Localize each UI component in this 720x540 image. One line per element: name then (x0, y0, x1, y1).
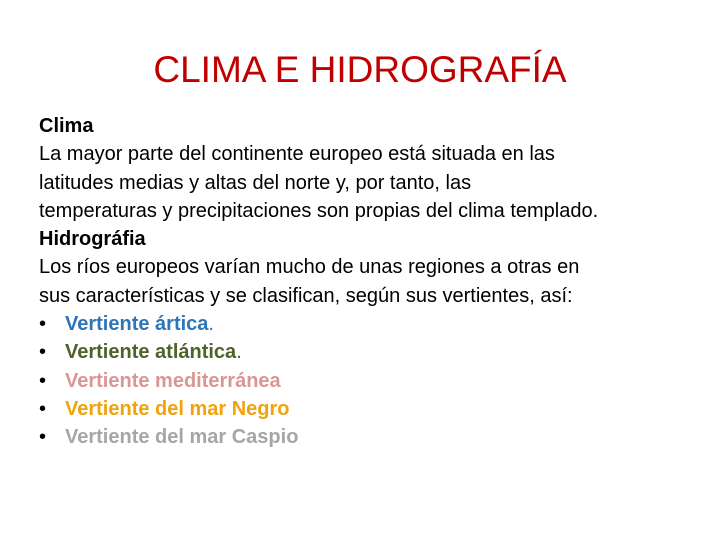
clima-line: La mayor parte del continente europeo está situada en las (39, 143, 555, 166)
list-item (39, 423, 709, 451)
bullet-text: Vertiente del mar Caspio (65, 426, 299, 449)
bullet-icon: • (39, 426, 47, 449)
bullet-text: Vertiente atlántica (65, 341, 237, 364)
heading-clima: Clima (39, 115, 94, 137)
hidrografia-line: Los ríos europeos varían mucho de unas regiones a otras en (39, 256, 580, 279)
bullet-suffix: . (208, 313, 214, 336)
hidrografia-line: sus características y se clasifican, según sus vertientes, así: (39, 284, 573, 307)
clima-line: latitudes medias y altas del norte y, por tanto, las (39, 171, 472, 194)
bullet-icon: • (39, 397, 47, 420)
slide-body (39, 112, 709, 452)
list-item (39, 310, 709, 338)
vertientes-list (39, 310, 709, 451)
slide-title: CLIMA E HIDROGRAFÍA (153, 49, 567, 90)
list-item (39, 395, 709, 423)
bullet-icon: • (39, 313, 47, 336)
bullet-text: Vertiente ártica (65, 313, 209, 336)
bullet-icon: • (39, 341, 47, 364)
bullet-text: Vertiente del mar Negro (65, 397, 290, 420)
heading-hidrografia: Hidrográfia (39, 228, 146, 251)
list-item (39, 338, 709, 366)
clima-line: temperaturas y precipitaciones son propias del clima templado. (39, 199, 599, 222)
list-item (39, 367, 709, 395)
bullet-suffix: . (236, 341, 242, 364)
bullet-icon: • (39, 369, 47, 392)
bullet-text: Vertiente mediterránea (65, 369, 281, 392)
